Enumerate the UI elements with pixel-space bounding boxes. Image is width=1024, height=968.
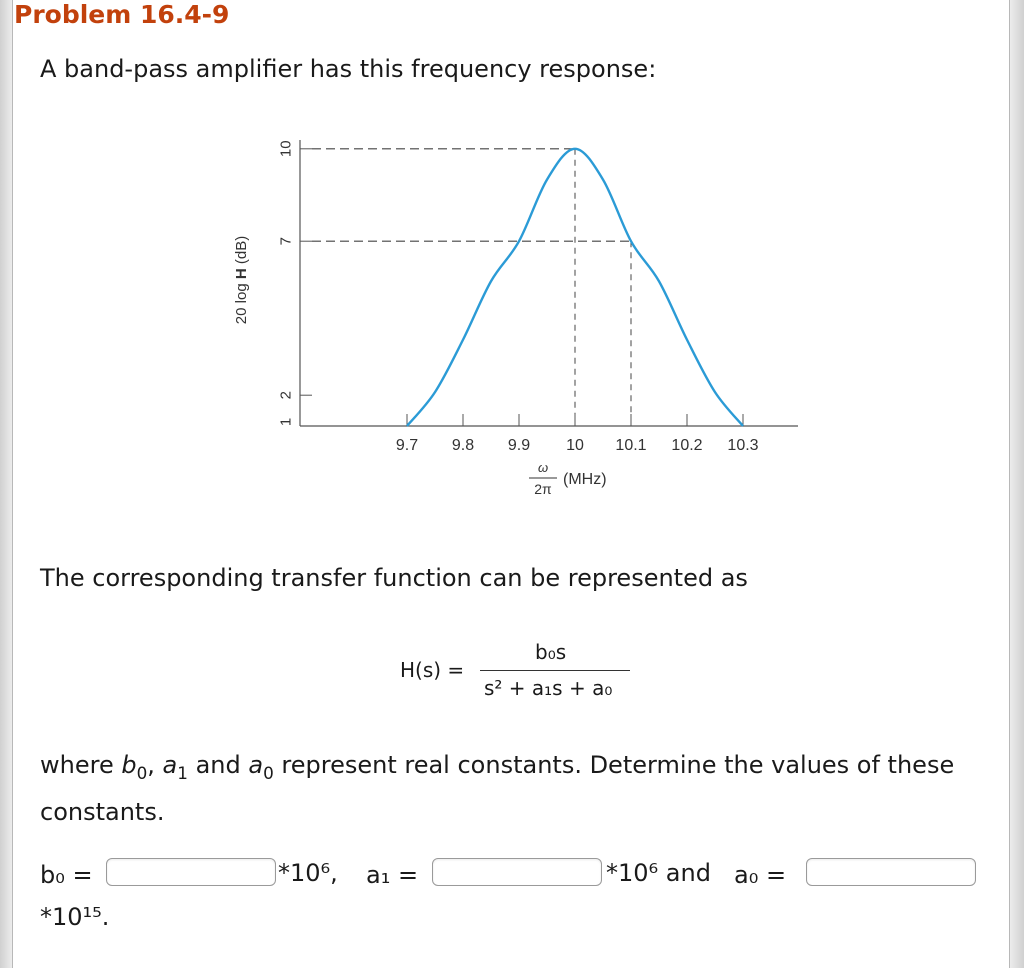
a1-unit: *10⁶ and xyxy=(606,859,711,887)
x-tick-label: 10.1 xyxy=(615,437,647,454)
b0-label: b₀ = xyxy=(40,861,93,889)
x-tick-label: 9.9 xyxy=(507,437,531,454)
frequency-response-chart xyxy=(220,130,800,510)
x-tick-label: 9.8 xyxy=(451,437,475,454)
formula-denominator: s² + a₁s + a₀ xyxy=(484,676,613,700)
a0-label: a₀ = xyxy=(734,861,787,889)
x-axis-label-numerator: ω xyxy=(537,460,549,475)
window-frame-left xyxy=(0,0,13,968)
x-tick-label: 10.3 xyxy=(727,437,759,454)
fraction-bar xyxy=(480,670,630,671)
y-tick-label: 7 xyxy=(277,237,295,246)
problem-title: Problem 16.4-9 xyxy=(14,0,230,29)
problem-intro: A band-pass amplifier has this frequency response: xyxy=(40,55,657,83)
b0-unit: *10⁶, xyxy=(278,859,338,887)
y-axis-label-suffix: (dB) xyxy=(233,235,250,269)
y-tick-label: 2 xyxy=(277,391,295,400)
b0-input[interactable] xyxy=(106,858,276,886)
formula-lhs: H(s) = xyxy=(400,658,465,682)
window-frame-right xyxy=(1009,0,1024,968)
x-tick-label: 10 xyxy=(566,437,584,454)
constants-text: represent real constants. Determine the values of these constants. xyxy=(40,751,955,826)
x-axis-label-unit: (MHz) xyxy=(563,471,607,488)
y-axis-label xyxy=(233,236,250,324)
x-axis-label-denominator: 2π xyxy=(534,481,552,497)
constants-paragraph: where $b_0$, $a_1$ and $a_0$ represent real constants. Determine the values of these constants. xyxy=(40,751,955,826)
transfer-function-intro: The corresponding transfer function can be represented as xyxy=(40,564,748,592)
x-tick-label: 10.2 xyxy=(671,437,703,454)
y-tick-label: 10 xyxy=(277,140,295,158)
y-axis-label-bold: H xyxy=(233,268,250,280)
a1-label: a₁ = xyxy=(366,861,419,889)
a1-input[interactable] xyxy=(432,858,602,886)
y-axis-label-prefix: 20 log xyxy=(233,279,250,325)
y-tick-label: 1 xyxy=(277,417,295,427)
formula-numerator: b₀s xyxy=(535,640,567,664)
a0-input[interactable] xyxy=(806,858,976,886)
x-tick-label: 9.7 xyxy=(395,437,419,454)
a0-unit: *10¹⁵. xyxy=(40,903,110,931)
